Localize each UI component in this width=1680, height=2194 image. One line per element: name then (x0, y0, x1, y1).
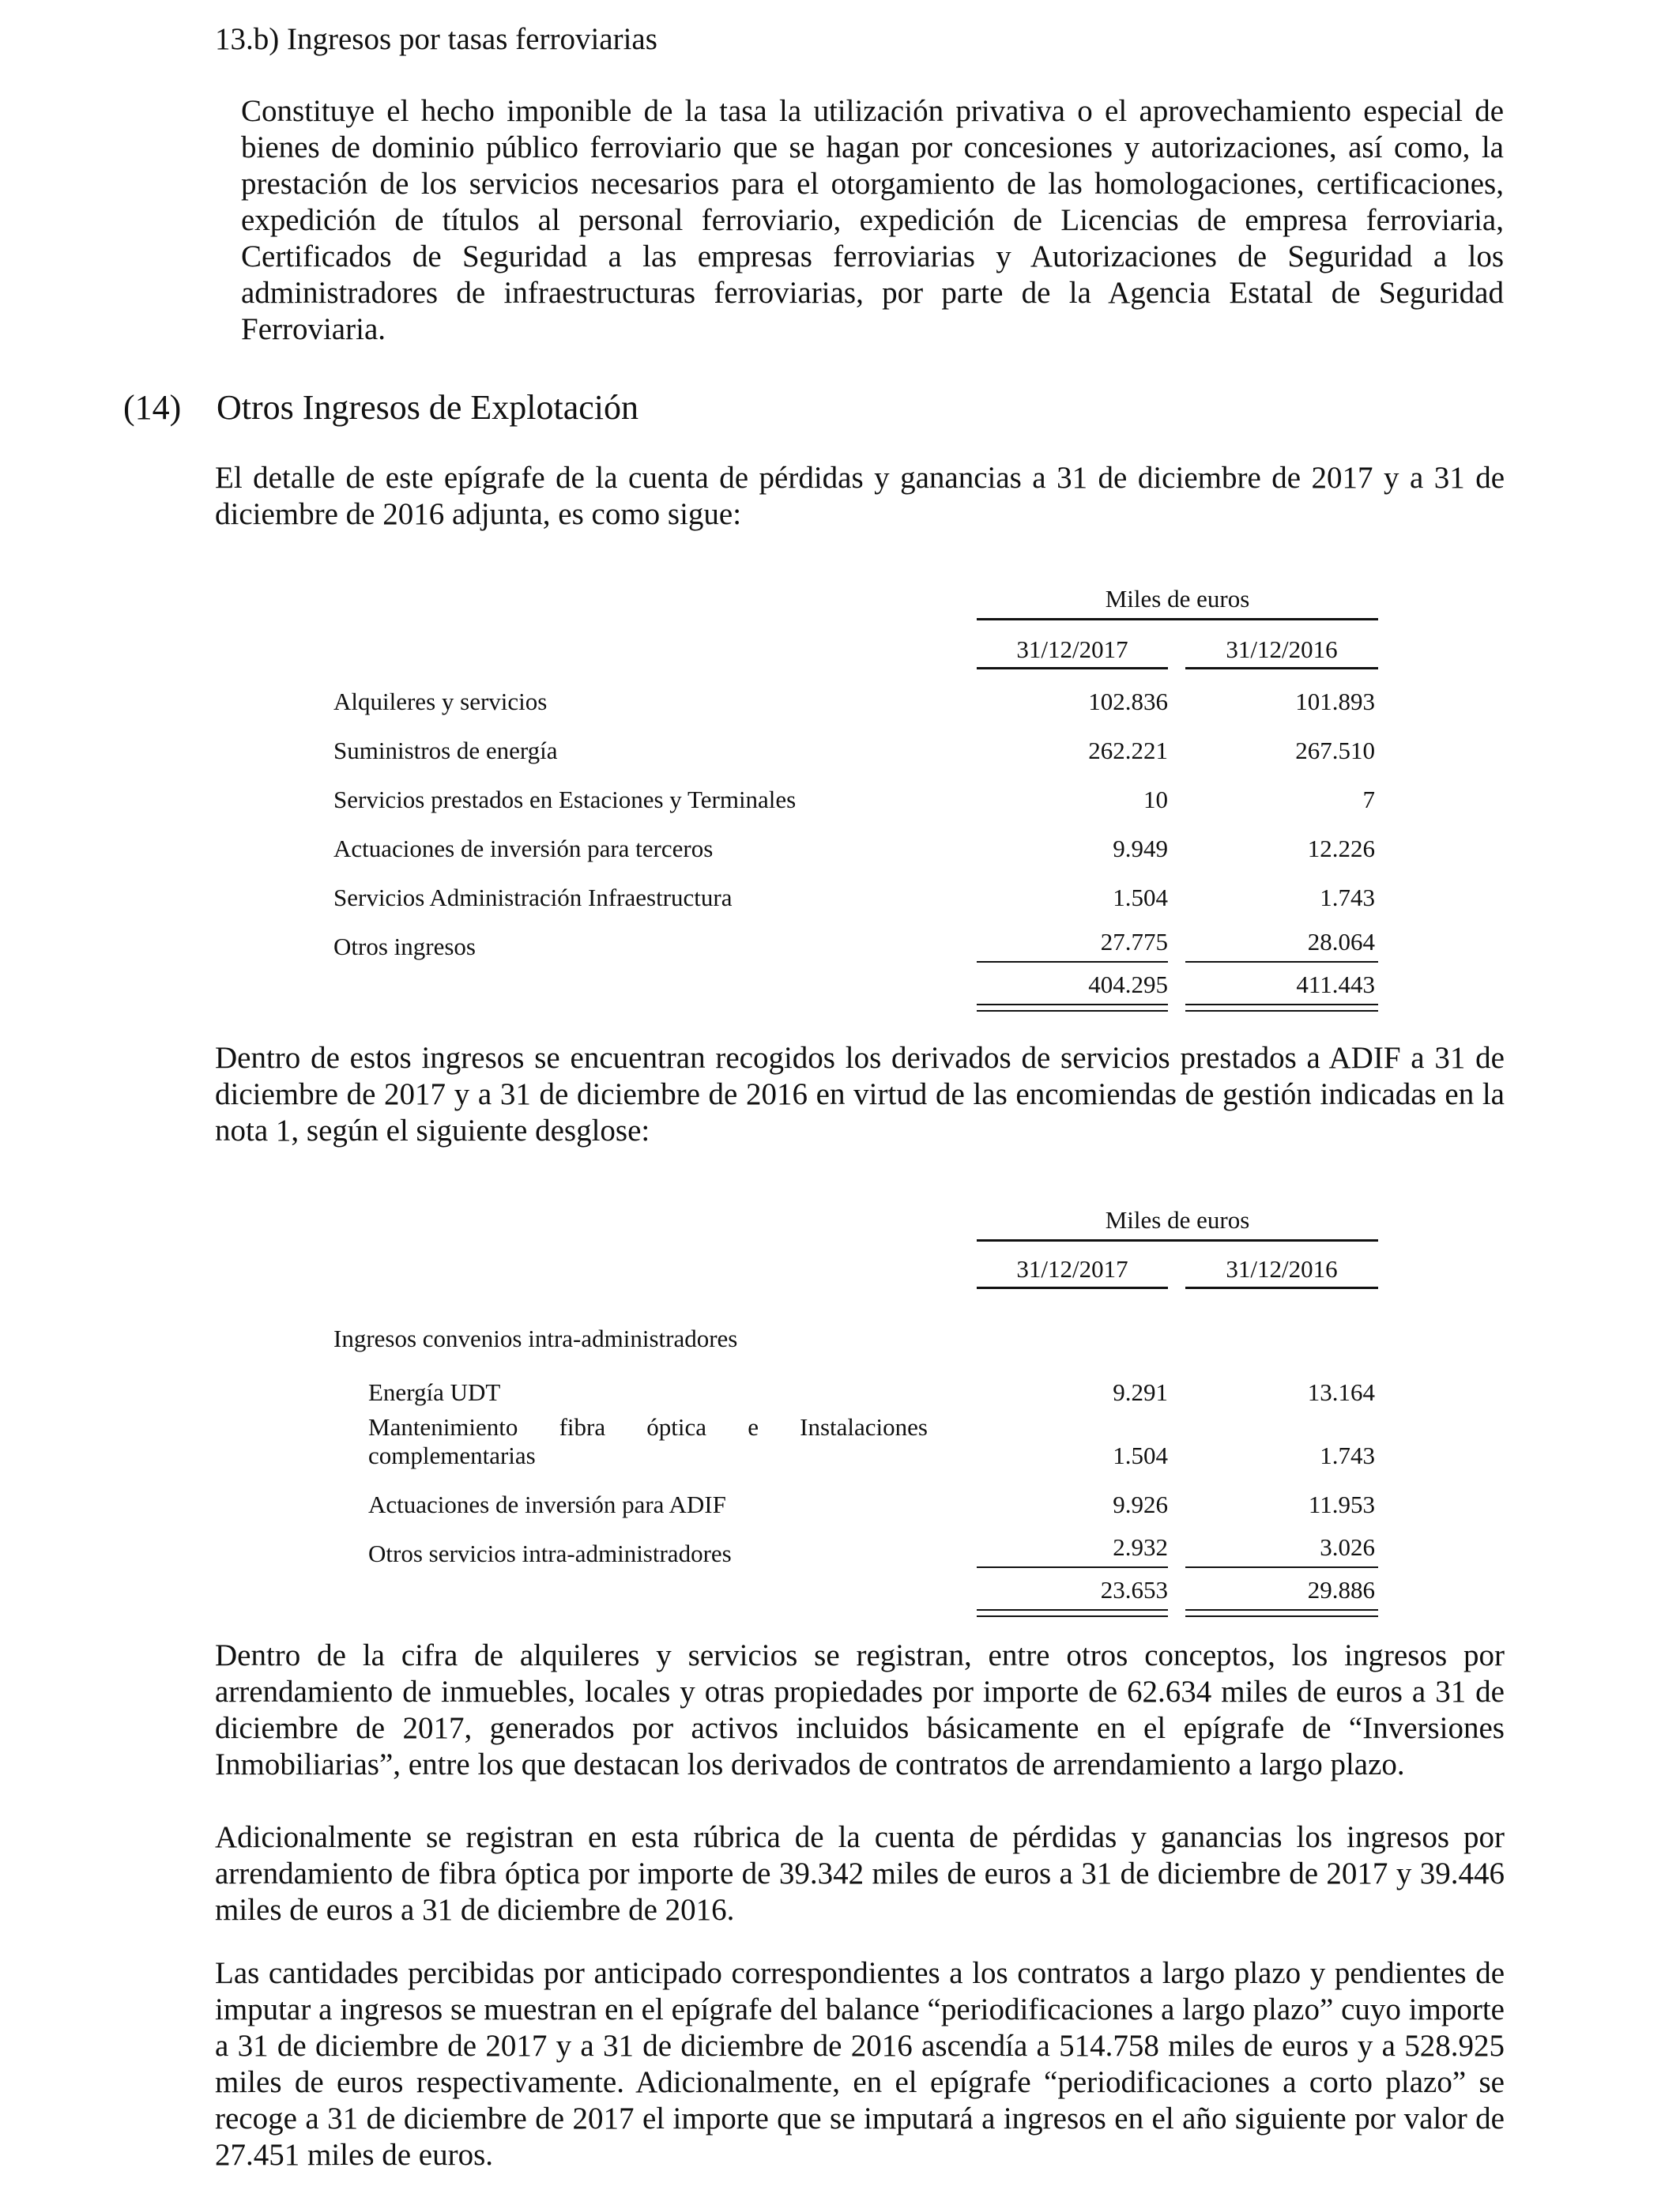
tasas-paragraph: Constituye el hecho imponible de la tasa la utilización privativa o el aprovechamiento especial de bienes de dominio público ferroviario que se hagan por concesiones y autorizaciones, así como, la prestación de los servicios necesarios para el otorgamiento de las homologaciones, certificaciones, expedición de títulos al personal ferroviario, expedición de Licencias de empresa ferroviaria, Certificados de Seguridad a las empresas ferroviarias y Autorizaciones de Seguridad a los administradores de infraestructuras ferroviarias, por parte de la Agencia Estatal de Seguridad Ferroviaria. (241, 94, 1504, 346)
subtotal-rule-2016 (1185, 961, 1378, 963)
row-label-line1 (368, 1413, 928, 1442)
fibra-paragraph: Adicionalmente se registran en esta rúbrica de la cuenta de pérdidas y ganancias los ingresos por arrendamiento de fibra óptica por importe de 39.342 miles de euros a 31 de diciembre de 2017 y 39.446 miles de euros a 31 de diciembre de 2016. (215, 1820, 1505, 1927)
row-value-2017: 2.932 (1113, 1533, 1168, 1561)
subtotal-rule-2016 (1185, 1566, 1378, 1568)
row-label: Actuaciones de inversión para terceros (333, 835, 714, 862)
row-value-2016: 28.064 (1307, 928, 1375, 956)
row-value-2017: 262.221 (1088, 737, 1168, 764)
row-label: Servicios prestados en Estaciones y Terminales (333, 786, 797, 813)
row-label-line2: complementarias (368, 1442, 536, 1469)
row-label: Otros servicios intra-administradores (368, 1540, 732, 1567)
label-word: e (748, 1413, 759, 1441)
row-value-2017: 1.504 (1113, 1442, 1168, 1469)
row-value-2017: 9.926 (1113, 1491, 1168, 1518)
row-label: Suministros de energía (333, 737, 558, 764)
total-2017: 404.295 (1088, 971, 1168, 998)
row-value-2017: 10 (1143, 786, 1168, 813)
row-label: Energía UDT (368, 1378, 501, 1406)
row-value-2016: 13.164 (1307, 1378, 1375, 1406)
total-2016: 29.886 (1307, 1576, 1375, 1604)
total-double-rule-2017 (977, 1004, 1168, 1012)
row-value-2017: 27.775 (1100, 928, 1168, 956)
table-group-header: Miles de euros (977, 585, 1378, 620)
alquileres-paragraph: Dentro de la cifra de alquileres y servicios se registran, entre otros conceptos, los ingresos por arrendamiento de inmuebles, locales y otras propiedades por importe de 62.634 miles de euros a 31 de diciembre de 2017, generados por activos incluidos básicamente en el epígrafe de “Inversiones Inmobiliarias”, entre los que destacan los derivados de contratos de arrendamiento a largo plazo. (215, 1638, 1505, 1781)
col-header-2016: 31/12/2016 (1185, 635, 1378, 669)
total-2017: 23.653 (1100, 1576, 1168, 1604)
anticipado-paragraph: Las cantidades percibidas por anticipado correspondientes a los contratos a largo plazo y pendientes de imputar a ingresos se muestran en el epígrafe del balance “periodificaciones a largo plazo” cuyo importe a 31 de diciembre de 2017 y a 31 de diciembre de 2016 ascendía a 514.758 miles de euros y a 528.925 miles de euros respectivamente. Adicionalmente, en el epígrafe “periodificaciones a corto plazo” se recoge a 31 de diciembre de 2017 el importe que se imputará a ingresos en el año siguiente por valor de 27.451 miles de euros. (215, 1956, 1505, 2172)
row-label: Servicios Administración Infraestructura (333, 884, 733, 911)
subsection-title: 13.b) Ingresos por tasas ferroviarias (215, 22, 657, 56)
row-label: Otros ingresos (333, 933, 476, 960)
col-header-2016: 31/12/2016 (1185, 1255, 1378, 1289)
subtotal-rule-2017 (977, 1566, 1168, 1568)
row-label-multiline (368, 1413, 928, 1470)
section-number: (14) (123, 388, 182, 427)
group-label: Ingresos convenios intra-administradores (333, 1325, 738, 1352)
row-value-2016: 3.026 (1320, 1533, 1375, 1561)
row-value-2017: 9.949 (1113, 835, 1168, 862)
col-header-2017: 31/12/2017 (977, 635, 1168, 669)
section-heading (123, 387, 638, 428)
total-double-rule-2016 (1185, 1609, 1378, 1617)
row-value-2017: 9.291 (1113, 1378, 1168, 1406)
total-double-rule-2017 (977, 1609, 1168, 1617)
row-value-2016: 7 (1362, 786, 1375, 813)
row-value-2016: 1.743 (1320, 884, 1375, 911)
total-2016: 411.443 (1296, 971, 1375, 998)
row-value-2016: 1.743 (1320, 1442, 1375, 1469)
subtotal-rule-2017 (977, 961, 1168, 963)
adif-paragraph: Dentro de estos ingresos se encuentran recogidos los derivados de servicios prestados a ADIF a 31 de diciembre de 2017 y a 31 de diciembre de 2016 en virtud de las encomiendas de gestión indicadas en la nota 1, según el siguiente desglose: (215, 1041, 1505, 1148)
row-label: Actuaciones de inversión para ADIF (368, 1491, 726, 1518)
label-word: óptica (646, 1413, 707, 1441)
col-header-2017: 31/12/2017 (977, 1255, 1168, 1289)
label-word: Mantenimiento (368, 1413, 518, 1441)
row-label: Alquileres y servicios (333, 688, 548, 715)
label-word: Instalaciones (800, 1413, 928, 1441)
row-value-2016: 11.953 (1308, 1491, 1375, 1518)
label-word: fibra (559, 1413, 606, 1441)
section-title: Otros Ingresos de Explotación (217, 388, 638, 427)
row-value-2016: 12.226 (1307, 835, 1375, 862)
row-value-2016: 101.893 (1295, 688, 1375, 715)
table-group-header: Miles de euros (977, 1206, 1378, 1242)
row-value-2016: 267.510 (1295, 737, 1375, 764)
section-intro-paragraph: El detalle de este epígrafe de la cuenta de pérdidas y ganancias a 31 de diciembre de 2017 y a 31 de diciembre de 2016 adjunta, es como sigue: (215, 461, 1505, 531)
row-value-2017: 102.836 (1088, 688, 1168, 715)
row-value-2017: 1.504 (1113, 884, 1168, 911)
total-double-rule-2016 (1185, 1004, 1378, 1012)
